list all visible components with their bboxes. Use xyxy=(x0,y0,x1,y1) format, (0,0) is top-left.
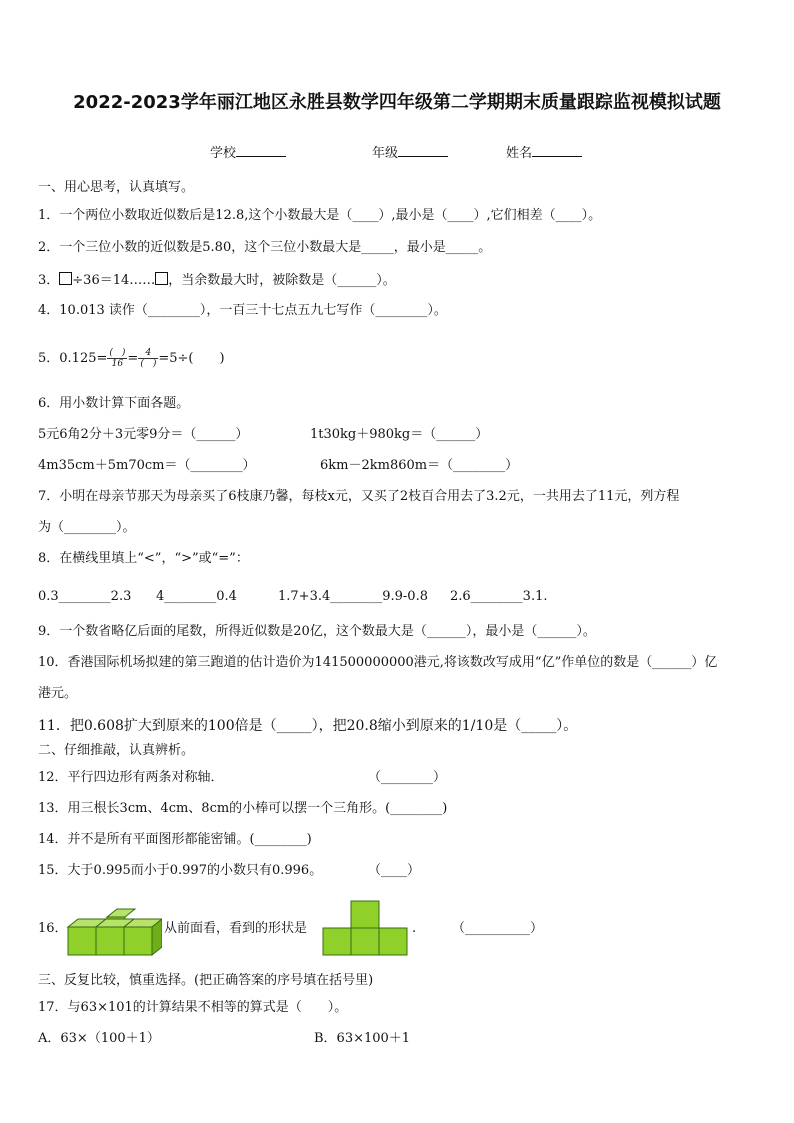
question-16-text: 从前面看，看到的形状是 xyxy=(164,921,308,936)
question-12-answer: （________） xyxy=(368,770,447,785)
fraction-1: $\frac{( )}{16}$ xyxy=(109,348,126,369)
question-8: 8．在横线里填上“<”，“>”或“=”： xyxy=(38,551,249,566)
question-10-line-1: 10．香港国际机场拟建的第三跑道的估计造价为141500000000港元,将该数改写成用“亿”作单位的数是（______）亿 xyxy=(38,655,718,670)
section-2-heading: 二、仔细推敲，认真辨析。 xyxy=(38,743,195,758)
question-13: 13．用三根长3cm、4cm、8cm的小棒可以摆一个三角形。(________) xyxy=(38,801,448,816)
name-label: 姓名 xyxy=(506,146,533,161)
school-field[interactable] xyxy=(210,142,286,161)
question-10-line-2: 港元。 xyxy=(38,686,78,701)
question-12: 12．平行四边形有两条对称轴． xyxy=(38,770,224,785)
question-1: 1．一个两位小数取近似数后是12.8,这个小数最大是（____）,最小是（____）,它们相差（____）。 xyxy=(38,208,602,223)
question-5: 5．0.125= $\frac{( )}{16}$ = $\frac{4}{( )}$ =5÷( ) xyxy=(38,348,225,369)
name-field[interactable] xyxy=(506,142,582,161)
page-title: 2022-2023学年丽江地区永胜县数学四年级第二学期期末质量跟踪监视模拟试题 xyxy=(73,92,721,113)
grade-field[interactable] xyxy=(372,142,448,161)
section-3-heading: 三、反复比较，慎重选择。(把正确答案的序号填在括号里) xyxy=(38,973,374,988)
question-7-line-1: 7．小明在母亲节那天为母亲买了6枝康乃馨，每枝x元，又买了2枝百合用去了3.2元，一共用去了11元，列方程 xyxy=(38,489,680,504)
question-9: 9．一个数省略亿后面的尾数，所得近似数是20亿，这个数最大是（______），最小是（______）。 xyxy=(38,624,596,639)
question-14: 14．并不是所有平面图形都能密铺。(________) xyxy=(38,832,312,847)
question-4: 4．10.013 读作（________），一百三十七点五九七写作（________）。 xyxy=(38,303,447,318)
question-16-period: . xyxy=(412,921,417,936)
question-8-2: 4________0.4 xyxy=(156,589,237,604)
question-16-number: 16． xyxy=(38,921,68,936)
question-17: 17．与63×101的计算结果不相等的算式是（ ）。 xyxy=(38,1000,348,1015)
option-a: A．63×（100＋1） xyxy=(38,1031,160,1046)
question-8-4: 2.6________3.1. xyxy=(450,589,548,604)
fraction-2: $\frac{4}{( )}$ xyxy=(140,348,157,369)
grade-label: 年级 xyxy=(372,146,399,161)
question-6-2: 1t30kg＋980kg＝（______） xyxy=(310,427,489,442)
section-1-heading: 一、用心思考，认真填写。 xyxy=(38,180,195,195)
question-7-line-2: 为（________）。 xyxy=(38,520,136,535)
question-6: 6．用小数计算下面各题。 xyxy=(38,396,190,411)
question-6-3: 4m35cm＋5m70cm＝（________） xyxy=(38,458,256,473)
question-15: 15．大于0.995而小于0.997的小数只有0.996。 xyxy=(38,863,323,878)
question-6-4: 6km－2km860m＝（________） xyxy=(320,458,519,473)
question-11: 11．把0.608扩大到原来的100倍是（_____），把20.8缩小到原来的1/10是（_____）。 xyxy=(38,718,578,734)
question-16-answer: （__________） xyxy=(452,921,544,936)
question-8-1: 0.3________2.3 xyxy=(38,589,132,604)
school-label: 学校 xyxy=(210,146,237,161)
question-15-answer: （____） xyxy=(368,863,421,878)
option-b: B．63×100＋1 xyxy=(314,1031,411,1046)
question-6-1: 5元6角2分＋3元零9分＝（______） xyxy=(38,427,249,442)
front-view-figure xyxy=(322,900,408,956)
question-3: 3． ÷36＝14…… ，当余数最大时，被除数是（______）。 xyxy=(38,273,396,288)
square-box-icon xyxy=(155,272,168,285)
cube-stack-figure xyxy=(66,905,162,957)
square-box-icon xyxy=(59,272,72,285)
question-8-3: 1.7+3.4________9.9-0.8 xyxy=(278,589,428,604)
question-2: 2．一个三位小数的近似数是5.80，这个三位小数最大是_____，最小是_____。 xyxy=(38,240,492,255)
